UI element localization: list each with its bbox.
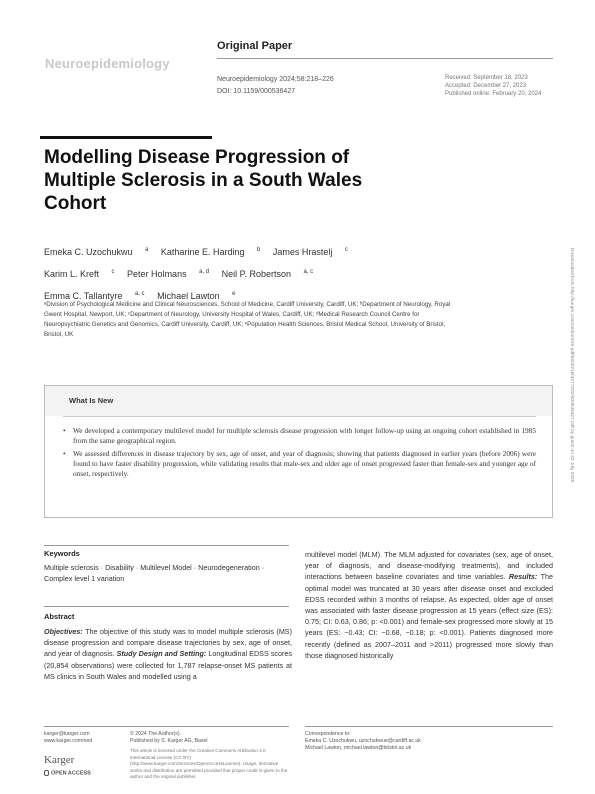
keywords-rule [44, 545, 289, 546]
citation: Neuroepidemiology 2024;58:218–226 [217, 76, 334, 83]
paper-type: Original Paper [217, 40, 293, 52]
footer-rule-right [305, 726, 553, 727]
list-item: • We assessed differences in disease trajectory by sex, age of onset, and year of diagnosis; showing that patients diagnosed in earlier years (before 2006) were found to have faster disability progression, while validating results that male-sex and older age of onset progressed faster than female-sex and younger age of onset, respectively. [63, 449, 536, 479]
article-title: Modelling Disease Progression of Multiple Sclerosis in a South Wales Cohort [44, 147, 363, 214]
abstract-right-column [305, 549, 553, 661]
what-is-new-box [44, 385, 553, 518]
author: Michael Lawton $^e$ [157, 291, 236, 301]
doi-link[interactable]: DOI: 10.1159/000536427 [217, 88, 296, 95]
accepted-date: Accepted: December 27, 2023 [445, 83, 527, 89]
objectives-text: The objective of this study was to model multiple sclerosis (MS) disease progression and compare disease trajectories by sex, age of onset, and year of diagnosis. [44, 627, 292, 659]
publisher-contact [44, 731, 92, 745]
published-date: Published online: February 20, 2024 [445, 91, 542, 97]
correspondence-author-2[interactable]: Michael Lawton, michael.lawton@bristol.ac.uk [305, 745, 412, 751]
author: Emeka C. Uzochukwu $^a$ [44, 247, 149, 257]
copyright: © 2024 The Author(s). [130, 731, 182, 737]
methods-text: multilevel model (MLM). The MLM adjusted for covariates (sex, age of onset, year of diagnosis, and disease-modifying treatments), and included interactions between baseline covariates and time variables. [305, 550, 553, 582]
copyright-block [130, 731, 290, 781]
objectives-label: Objectives: [44, 627, 83, 636]
karger-logo: Karger [44, 754, 75, 766]
received-date: Received: September 18, 2023 [445, 75, 528, 81]
publication-dates [445, 74, 541, 98]
author: Neil P. Robertson $^{a, c}$ [221, 269, 314, 279]
author: Peter Holmans $^{a, d}$ [127, 269, 210, 279]
author: Karim L. Kreft $^c$ [44, 269, 115, 279]
author: Katharine E. Harding $^b$ [160, 247, 261, 257]
header-rule [217, 58, 553, 59]
keywords-heading: Keywords [44, 549, 80, 558]
citation-block [217, 74, 334, 98]
publisher: Published by S. Karger AG, Basel [130, 738, 208, 744]
design-text: Longitudinal EDSS scores (20,854 observations) were collected for 1,787 relapse-onset MS patients at MS clinics in South Wales and modelled using a [44, 649, 292, 681]
what-is-new-title: What Is New [69, 396, 114, 405]
footer-rule-left [44, 726, 289, 727]
design-label: Study Design and Setting: [116, 649, 207, 659]
what-is-new-rule [63, 416, 536, 417]
abstract-heading: Abstract [44, 612, 75, 621]
abstract-rule [44, 606, 289, 607]
correspondence [305, 731, 553, 752]
author: Emma C. Tallantyre $^{a, c}$ [44, 291, 145, 301]
open-access-badge: OPEN ACCESS [44, 770, 91, 776]
list-item: • We developed a contemporary multilevel model for multiple sclerosis disease progression with longer follow-up using an ongoing cohort established in 1985 from the same geographical region. [63, 426, 536, 446]
results-label: Results: [508, 572, 538, 582]
results-text: The optimal model was truncated at 30 years after disease onset and excluded EDSS recorded within 3 months of relapse. As expected, older age of onset was associated with faster disease progression at 15 years (effect size (ES): 0.75; CI: 0.63, 0.86; p: <0.001) and female-sex progressed more slowly at 15 years (ES: −0.43; CI: −0.68, −0.18; p: <0.001). Patients diagnosed more recently (defined as 2007–2011 and >2011) progressed more slowly than those diagnosed historically [305, 572, 553, 660]
what-is-new-list [63, 426, 536, 482]
correspondence-heading: Correspondence to: [305, 731, 351, 737]
what-is-new-header [45, 386, 552, 416]
download-note: Downloaded from http://karger.com/ned/article-pdf/58/3/218/4277202/000536427.pdf by guest on 22 July 2025 [569, 248, 574, 483]
publisher-email[interactable]: karger@karger.com [44, 731, 90, 737]
correspondence-author-1[interactable]: Emeka C. Uzochukwu, uzochukwue@cardiff.ac.uk [305, 738, 421, 744]
keywords-text: Multiple sclerosis · Disability · Multilevel Model · Neurodegeneration · Complex level 1 variation [44, 563, 265, 583]
journal-name: Neuroepidemiology [45, 56, 170, 71]
publisher-web[interactable]: www.karger.com/ned [44, 738, 93, 744]
abstract-left-column [44, 626, 292, 682]
affiliations: ᵃDivision of Psychological Medicine and Clinical Neurosciences, School of Medicine, Cardiff University, Cardiff, UK; ᵇDepartment of Neurology, Royal Gwent Hospital, Newport, UK; ᶜDepartment of Neurology, University Hospital of Wales, Cardiff, UK; ᵈMedical Research Council Centre for Neuropsychiatric Genetics and Genomics, Cardiff University, Cardiff, UK; ᵉPopulation Health Sciences, Bristol Medical School, University of Bristol, Bristol, UK [44, 301, 451, 338]
author-list [44, 240, 464, 306]
license-text: This article is licensed under the Creative Commons Attribution 4.0 International License (CC BY) (http://www.karger.com/Services/OpenAccessLicense). Usage, derivative works and distribution are permitted provided that proper credit is given to the author and the original publisher. [130, 748, 288, 779]
title-rule [40, 136, 212, 139]
lock-icon [44, 770, 49, 776]
author: James Hrastelj $^c$ [272, 247, 348, 257]
